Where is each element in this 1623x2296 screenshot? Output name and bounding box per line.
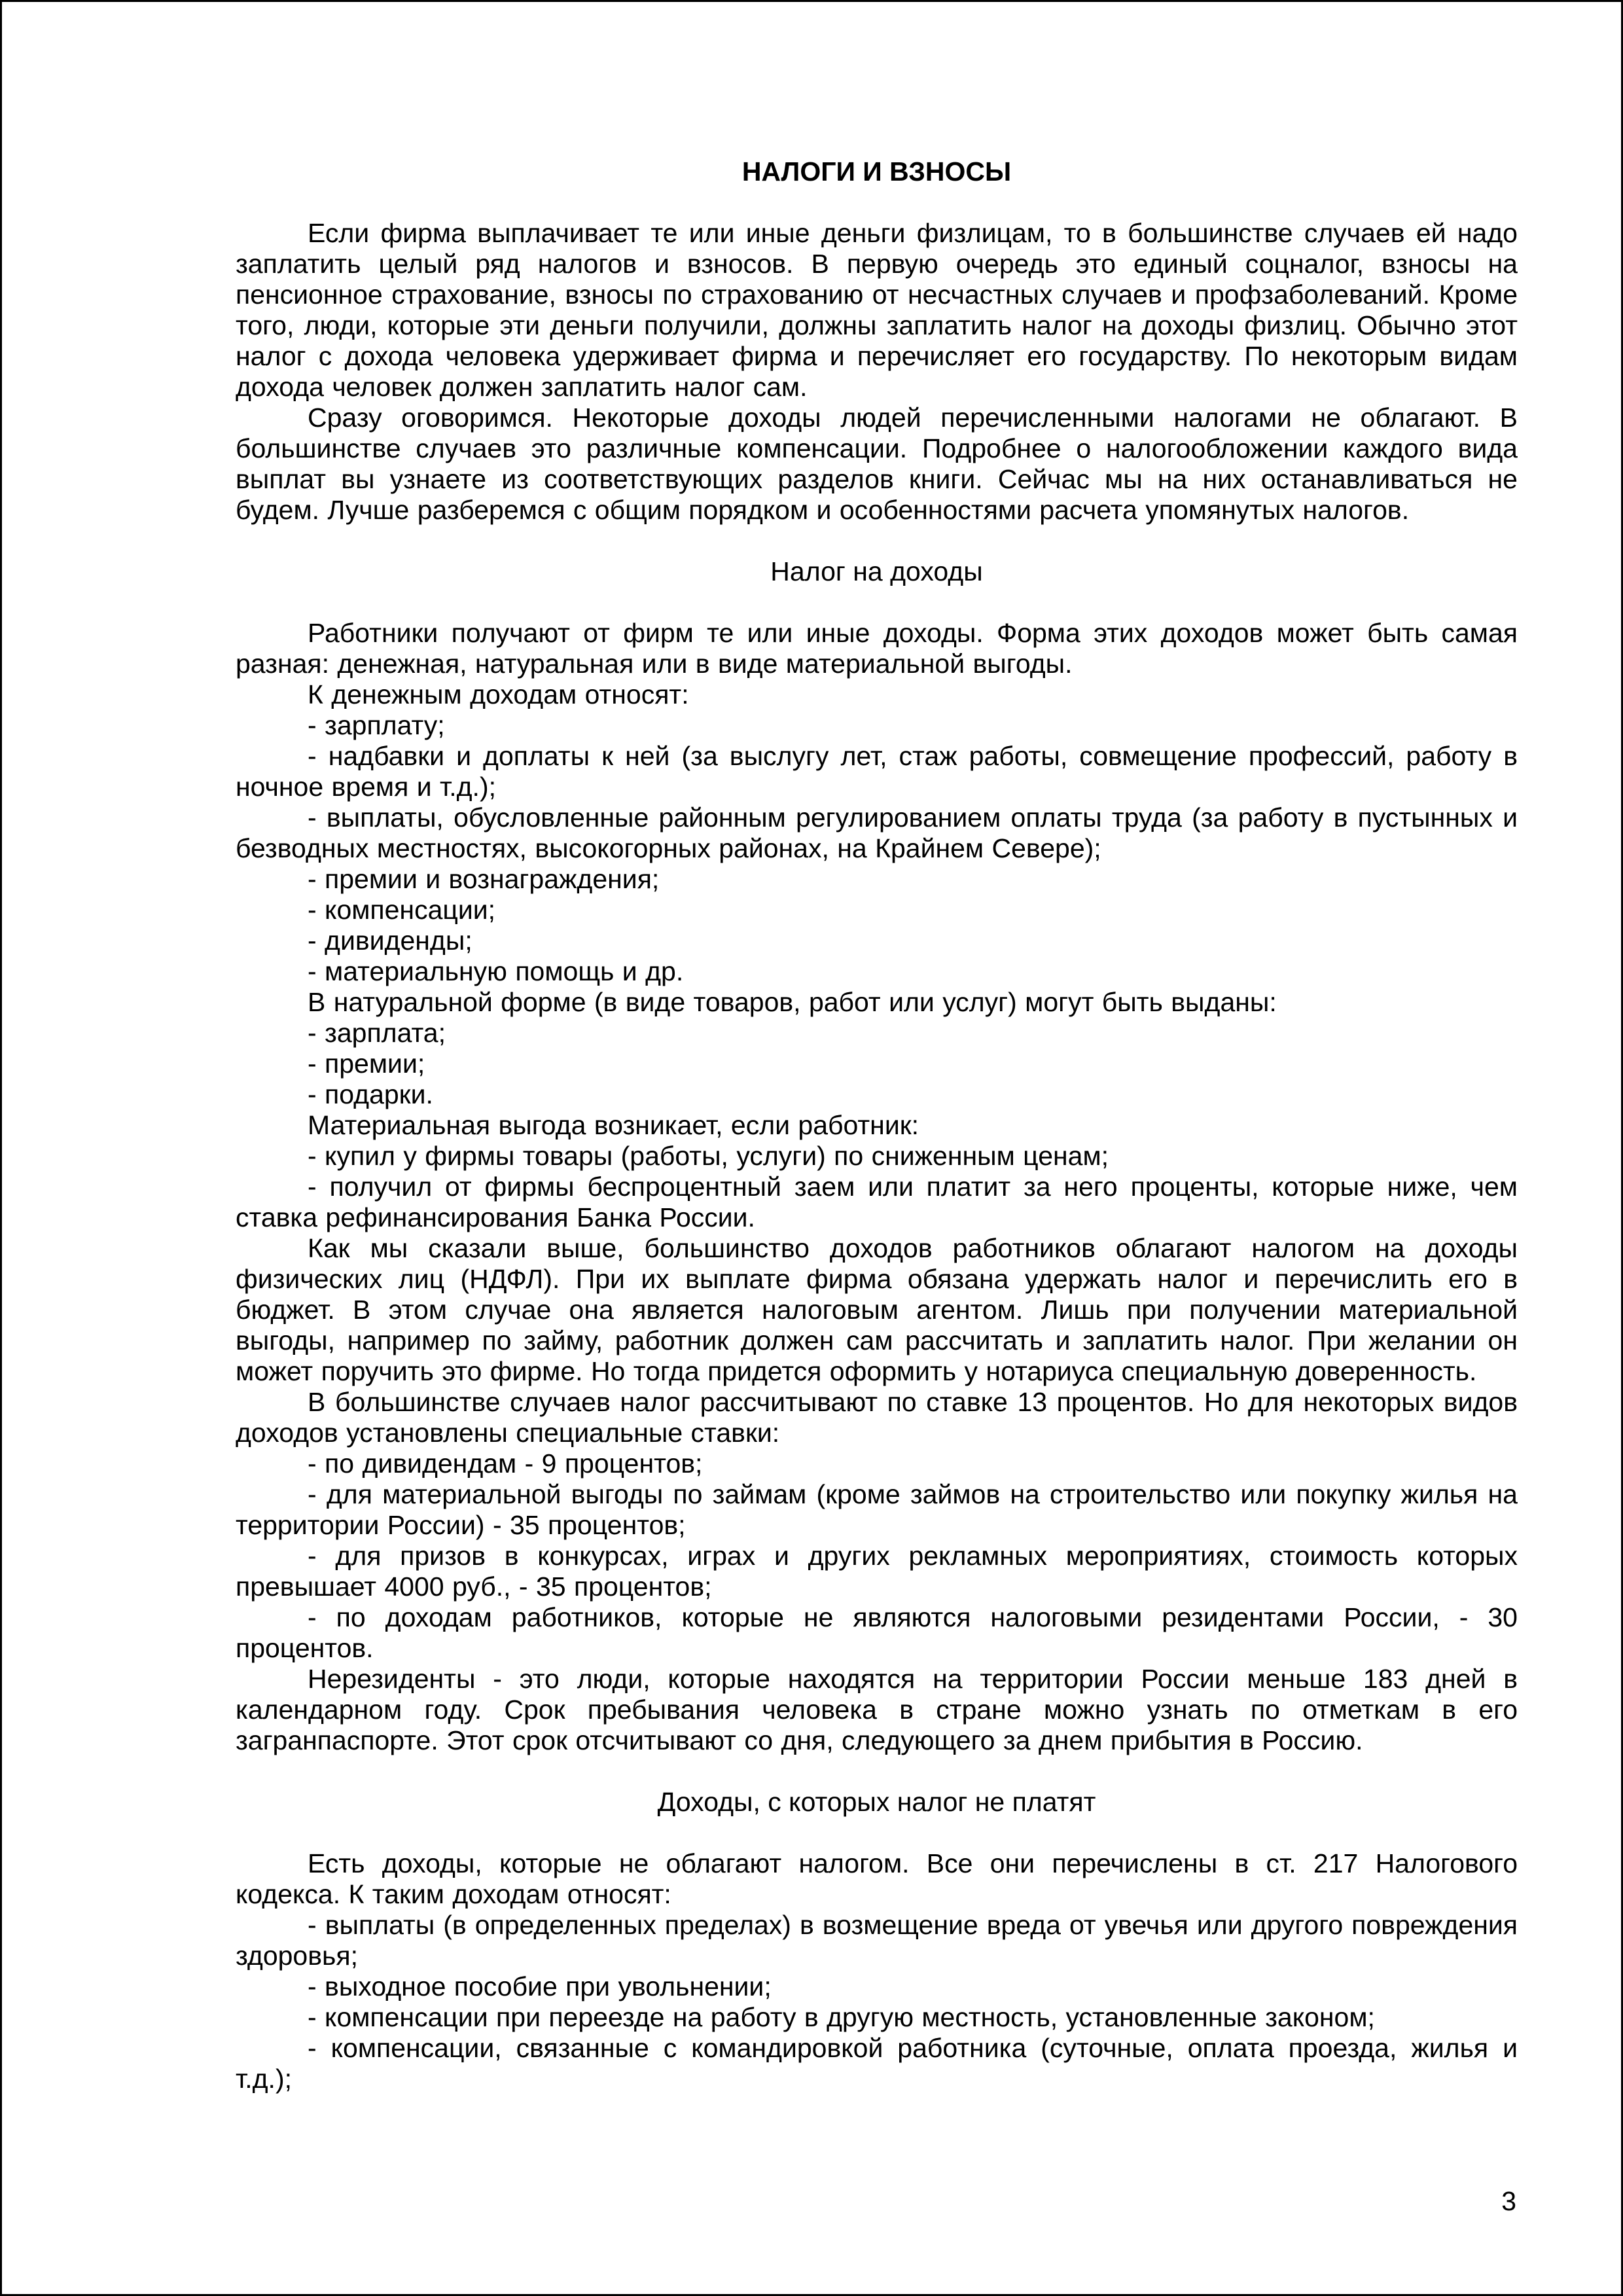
list-item-paragraph: - подарки. — [308, 1079, 433, 1109]
section-heading: Доходы, с которых налог не платят — [657, 1787, 1096, 1817]
list-item-paragraph: - компенсации; — [308, 895, 496, 925]
list-item-paragraph: - купил у фирмы товары (работы, услуги) по сниженным ценам; — [308, 1141, 1109, 1171]
paragraph: В большинстве случаев налог рассчитывают по ставке 13 процентов. Но для некоторых видов доходов установлены специальные ставки: — [236, 1387, 1518, 1448]
list-item-paragraph: - получил от фирмы беспроцентный заем или платит за него проценты, которые ниже, чем ставка рефинансирования Банка России. — [236, 1172, 1518, 1232]
list-item-paragraph: - надбавки и доплаты к ней (за выслугу лет, стаж работы, совмещение профессий, работу в ночное время и т.д.); — [236, 741, 1518, 802]
section-heading: Налог на доходы — [770, 556, 983, 586]
list-item-paragraph: - выходное пособие при увольнении; — [308, 1971, 772, 2001]
document-title: НАЛОГИ И ВЗНОСЫ — [741, 156, 1012, 187]
list-item-paragraph: - зарплату; — [308, 710, 445, 740]
paragraph: Работники получают от фирм те или иные доходы. Форма этих доходов может быть самая разная: денежная, натуральная или в виде материальной выгоды. — [236, 618, 1518, 679]
list-item-paragraph: - премии и вознаграждения; — [308, 864, 660, 894]
paragraph: Сразу оговоримся. Некоторые доходы людей перечисленными налогами не облагают. В большинстве случаев это различные компенсации. Подробнее о налогообложении каждого вида выплат вы узнаете из соответствующих разделов книги. Сейчас мы на них останавливаться не будем. Лучше разберемся с общим порядком и особенностями расчета упомянутых налогов. — [236, 403, 1518, 525]
list-item-paragraph: - дивиденды; — [308, 925, 473, 956]
paragraph: К денежным доходам относят: — [308, 679, 689, 709]
page-number: 3 — [1501, 2186, 1516, 2216]
paragraph: Нерезиденты - это люди, которые находятся на территории России меньше 183 дней в календарном году. Срок пребывания человека в стране можно узнать по отметкам в его загранпаспорте. Этот срок отсчитывают со дня, следующего за днем прибытия в Россию. — [236, 1664, 1518, 1755]
list-item-paragraph: - по доходам работников, которые не являются налоговыми резидентами России, - 30 процентов. — [236, 1602, 1518, 1663]
document-body — [236, 156, 1518, 2094]
list-item-paragraph: - премии; — [308, 1049, 425, 1079]
paragraph: Есть доходы, которые не облагают налогом. Все они перечислены в ст. 217 Налогового кодекса. К таким доходам относят: — [236, 1848, 1518, 1909]
paragraph: В натуральной форме (в виде товаров, работ или услуг) могут быть выданы: — [308, 987, 1277, 1017]
list-item-paragraph: - выплаты (в определенных пределах) в возмещение вреда от увечья или другого повреждения здоровья; — [236, 1910, 1518, 1971]
list-item-paragraph: - для материальной выгоды по займам (кроме займов на строительство или покупку жилья на территории России) - 35 процентов; — [236, 1479, 1518, 1540]
list-item-paragraph: - материальную помощь и др. — [308, 956, 684, 986]
list-item-paragraph: - по дивидендам - 9 процентов; — [308, 1448, 703, 1479]
paragraph: Материальная выгода возникает, если работник: — [308, 1110, 919, 1140]
list-item-paragraph: - компенсации при переезде на работу в другую местность, установленные законом; — [308, 2002, 1375, 2032]
list-item-paragraph: - для призов в конкурсах, играх и других рекламных мероприятиях, стоимость которых превышает 4000 руб., - 35 процентов; — [236, 1541, 1518, 1602]
paragraph: Если фирма выплачивает те или иные деньги физлицам, то в большинстве случаев ей надо заплатить целый ряд налогов и взносов. В первую очередь это единый соцналог, взносы на пенсионное страхование, взносы по страхованию от несчастных случаев и профзаболеваний. Кроме того, люди, которые эти деньги получили, должны заплатить налог на доходы физлиц. Обычно этот налог с дохода человека удерживает фирма и перечисляет его государству. По некоторым видам дохода человек должен заплатить налог сам. — [236, 218, 1518, 402]
list-item-paragraph: - компенсации, связанные с командировкой работника (суточные, оплата проезда, жилья и т.д.); — [236, 2033, 1518, 2094]
paragraph: Как мы сказали выше, большинство доходов работников облагают налогом на доходы физических лиц (НДФЛ). При их выплате фирма обязана удержать налог и перечислить его в бюджет. В этом случае она является налоговым агентом. Лишь при получении материальной выгоды, например по займу, работник должен сам рассчитать и заплатить налог. При желании он может поручить это фирме. Но тогда придется оформить у нотариуса специальную доверенность. — [236, 1233, 1518, 1386]
list-item-paragraph: - выплаты, обусловленные районным регулированием оплаты труда (за работу в пустынных и безводных местностях, высокогорных районах, на Крайнем Севере); — [236, 802, 1518, 863]
list-item-paragraph: - зарплата; — [308, 1018, 446, 1048]
